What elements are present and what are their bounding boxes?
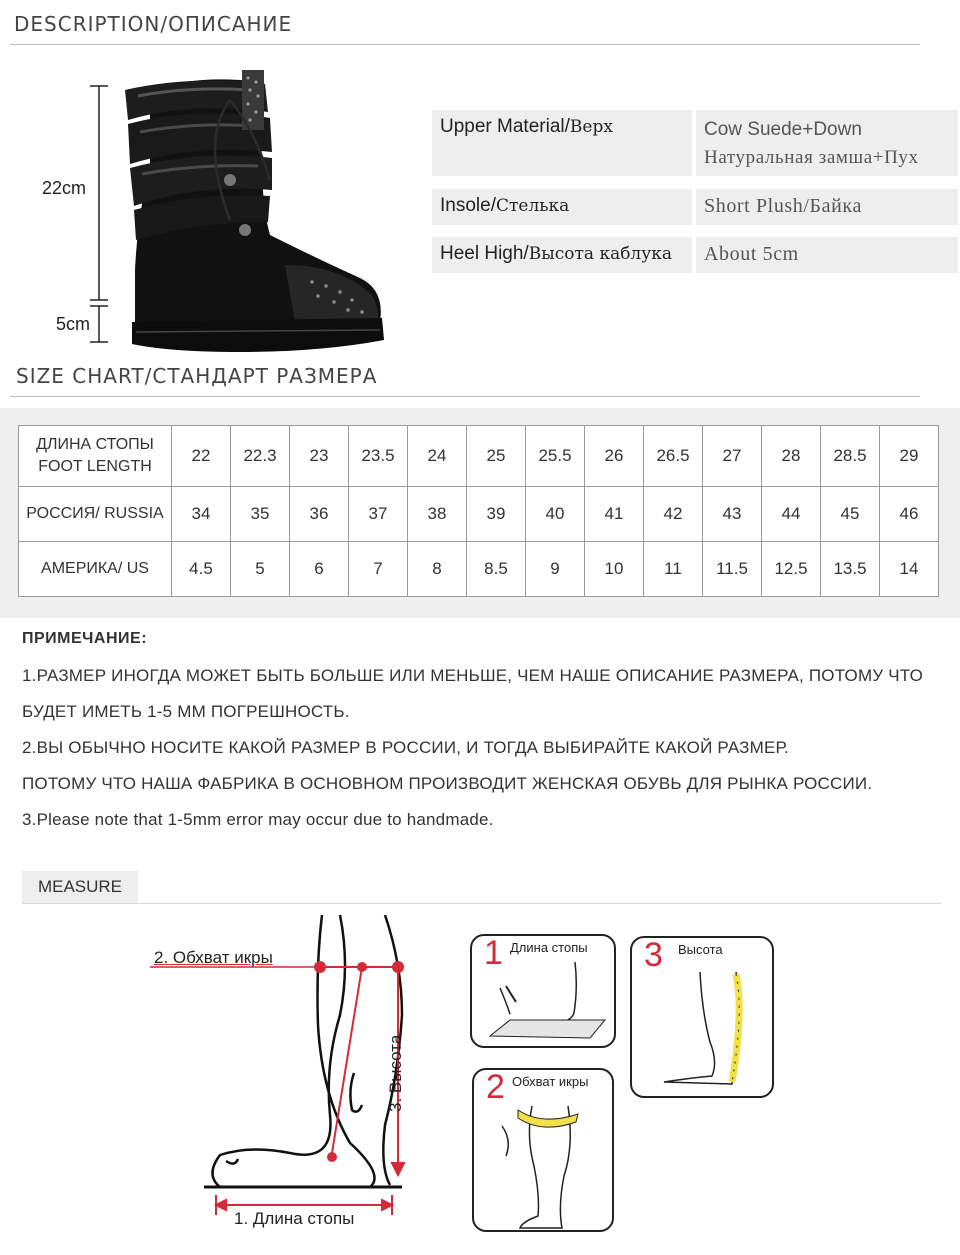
card-label: Высота (678, 942, 723, 957)
table-cell: 22 (172, 426, 231, 487)
table-cell: 27 (703, 426, 762, 487)
foot-icon (480, 958, 610, 1044)
spec-label-ru: Верх (569, 117, 613, 137)
table-cell: 40 (526, 487, 585, 542)
spec-label (432, 189, 692, 225)
description-heading: DESCRIPTION/ОПИСАНИЕ (14, 12, 293, 36)
table-cell: 44 (762, 487, 821, 542)
table-cell: 8 (408, 542, 467, 597)
table-cell: 9 (526, 542, 585, 597)
table-cell: 6 (290, 542, 349, 597)
table-cell: 28 (762, 426, 821, 487)
notes-title: ПРИМЕЧАНИЕ: (22, 630, 148, 647)
table-cell: 11.5 (703, 542, 762, 597)
row-header (19, 426, 172, 487)
spec-row-insole (432, 189, 958, 225)
table-row (19, 542, 939, 597)
measure-card-calf-girth (472, 1068, 614, 1232)
table-cell: 23 (290, 426, 349, 487)
spec-row-heel-height (432, 237, 958, 273)
table-cell: 25 (467, 426, 526, 487)
table-cell: 5 (231, 542, 290, 597)
table-cell: 8.5 (467, 542, 526, 597)
size-chart-heading: SIZE CHART/СТАНДАРТ РАЗМЕРА (16, 364, 378, 388)
table-cell: 43 (703, 487, 762, 542)
spec-value (696, 189, 958, 225)
table-cell: 10 (585, 542, 644, 597)
table-cell: 4.5 (172, 542, 231, 597)
table-cell: 41 (585, 487, 644, 542)
table-cell: 46 (880, 487, 939, 542)
card-label: Длина стопы (510, 940, 588, 955)
table-cell: 26 (585, 426, 644, 487)
table-cell: 42 (644, 487, 703, 542)
table-cell: 23.5 (349, 426, 408, 487)
row-header-line1: ДЛИНА СТОПЫ (36, 436, 154, 453)
row-header: АМЕРИКА/ US (19, 542, 172, 597)
spec-value (696, 237, 958, 273)
spec-label-en: Upper Material/ (440, 116, 570, 137)
row-header-line2: FOOT LENGTH (38, 458, 152, 475)
card-number: 1 (484, 934, 503, 972)
table-cell: 25.5 (526, 426, 585, 487)
spec-value-line1: Cow Suede+Down (704, 119, 862, 140)
table-cell: 13.5 (821, 542, 880, 597)
size-chart-divider (10, 396, 920, 397)
card-label: Обхват икры (512, 1074, 589, 1089)
height-tape-icon (640, 962, 768, 1094)
boot-image (80, 60, 410, 360)
measure-tab: MEASURE (22, 871, 138, 903)
spec-label-ru: Стелька (495, 196, 570, 216)
boot-height-label: 22cm (42, 178, 87, 198)
spec-label (432, 110, 692, 176)
note-line: БУДЕТ ИМЕТЬ 1-5 ММ ПОГРЕШНОСТЬ. (22, 702, 350, 721)
description-divider (10, 44, 920, 45)
table-cell: 14 (880, 542, 939, 597)
table-cell: 35 (231, 487, 290, 542)
height-label: 3. Высота (386, 1034, 405, 1112)
note-line: 3.Please note that 1-5mm error may occur due to handmade. (22, 810, 494, 829)
card-number: 2 (486, 1068, 505, 1106)
heel-height-label: 5cm (56, 314, 91, 334)
table-row (19, 426, 939, 487)
card-number: 3 (644, 936, 663, 974)
table-cell: 28.5 (821, 426, 880, 487)
calf-tape-icon (482, 1096, 608, 1230)
spec-value-line2: Натуральная замша+Пух (704, 147, 919, 168)
spec-value-line1: About 5cm (704, 243, 799, 265)
table-cell: 45 (821, 487, 880, 542)
row-header: РОССИЯ/ RUSSIA (19, 487, 172, 542)
table-cell: 24 (408, 426, 467, 487)
table-cell: 26.5 (644, 426, 703, 487)
spec-value-line1: Short Plush/Байка (704, 195, 862, 217)
spec-label-en: Insole/ (440, 195, 496, 216)
note-line: 2.ВЫ ОБЫЧНО НОСИТЕ КАКОЙ РАЗМЕР В РОССИИ, И ТОГДА ВЫБИРАЙТЕ КАКОЙ РАЗМЕР. (22, 738, 789, 757)
table-cell: 34 (172, 487, 231, 542)
spec-label-en: Heel High/ (440, 243, 529, 264)
table-cell: 29 (880, 426, 939, 487)
spec-value (696, 110, 958, 176)
table-cell: 37 (349, 487, 408, 542)
table-cell: 7 (349, 542, 408, 597)
size-chart-table (18, 425, 939, 597)
table-cell: 36 (290, 487, 349, 542)
table-cell: 12.5 (762, 542, 821, 597)
measure-card-foot-length (470, 934, 616, 1048)
spec-label (432, 237, 692, 273)
spec-row-upper-material (432, 110, 958, 176)
foot-length-label: 1. Длина стопы (234, 1209, 355, 1228)
spec-label-ru: Высота каблука (528, 244, 672, 264)
table-row (19, 487, 939, 542)
note-line: 1.РАЗМЕР ИНОГДА МОЖЕТ БЫТЬ БОЛЬШЕ ИЛИ МЕНЬШЕ, ЧЕМ НАШЕ ОПИСАНИЕ РАЗМЕРА, ПОТОМУ ЧТО (22, 666, 924, 685)
table-cell: 39 (467, 487, 526, 542)
table-cell: 38 (408, 487, 467, 542)
table-cell: 11 (644, 542, 703, 597)
note-line: ПОТОМУ ЧТО НАША ФАБРИКА В ОСНОВНОМ ПРОИЗВОДИТ ЖЕНСКАЯ ОБУВЬ ДЛЯ РЫНКА РОССИИ. (22, 774, 873, 793)
calf-girth-label: 2. Обхват икры (154, 948, 273, 967)
table-cell: 22.3 (231, 426, 290, 487)
measure-card-height (630, 936, 774, 1098)
measure-divider (22, 903, 942, 904)
